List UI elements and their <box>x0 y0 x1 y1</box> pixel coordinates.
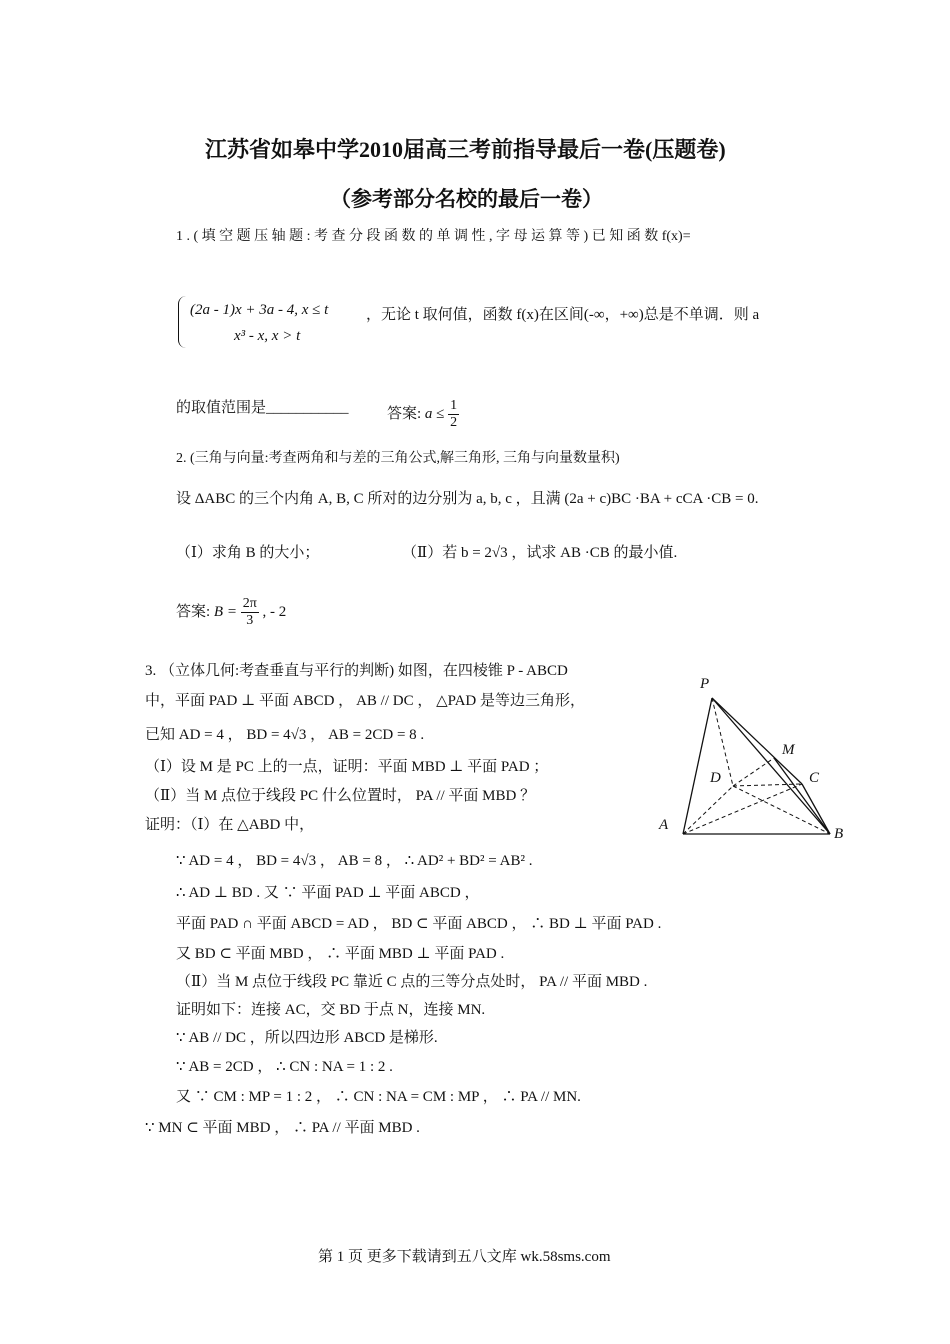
q3-line8: ∴ AD ⊥ BD . 又 ∵ 平面 PAD ⊥ 平面 ABCD ， <box>176 885 480 901</box>
q3-line15: 又 ∵ CM : MP = 1 : 2 ， ∴ CN : NA = CM : MP ， ∴ PA // MN. <box>176 1089 581 1105</box>
q1-answer <box>387 398 459 431</box>
q2-part1: （Ⅰ）求角 B 的大小； <box>176 545 320 561</box>
page-footer: 第 1 页 更多下载请到五八文库 wk.58sms.com <box>318 1249 611 1265</box>
label-C: C <box>809 770 820 786</box>
q1-answer-fraction <box>448 398 459 431</box>
q3-line9: 平面 PAD ∩ 平面 ABCD = AD ， BD ⊂ 平面 ABCD ， ∴ BD ⊥ 平面 PAD . <box>176 916 662 932</box>
q1-brace <box>178 296 187 348</box>
edge-PC <box>712 698 802 784</box>
q1-head: 1 . ( 填 空 题 压 轴 题 : 考 查 分 段 函 数 的 单 调 性 , 字 母 运 算 等 ) 已 知 函 数 f(x)= <box>176 229 691 244</box>
q1-answer-num: 1 <box>450 398 458 413</box>
edge-PA <box>683 698 712 834</box>
edge-DC <box>733 784 802 786</box>
q3-line10: 又 BD ⊂ 平面 MBD ， ∴ 平面 MBD ⊥ 平面 PAD . <box>176 946 505 962</box>
q2-head: 2. (三角与向量:考查两角和与差的三角公式,解三角形, 三角与向量数量积) <box>176 451 620 466</box>
q3-line14: ∵ AB = 2CD ， ∴ CN : NA = 1 : 2 . <box>176 1059 393 1075</box>
q1-tail: ，无论 t 取何值，函数 f(x)在区间(-∞，+∞)总是不单调．则 a <box>366 307 760 323</box>
q3-line1: 3. （立体几何:考查垂直与平行的判断) 如图，在四棱锥 P - ABCD <box>145 663 568 679</box>
q3-line6: 证明：（Ⅰ）在 △ABD 中， <box>145 817 315 833</box>
label-M: M <box>782 742 795 758</box>
q2-answer-fraction <box>241 596 259 629</box>
q2-answer <box>176 596 286 629</box>
edge-AD <box>683 786 733 834</box>
q2-answer-b: B = <box>213 603 237 620</box>
edge-CB <box>802 784 830 834</box>
q1-answer-den: 2 <box>450 415 458 430</box>
q2-answer-tail: , - 2 <box>262 603 287 620</box>
q3-line11: （Ⅱ）当 M 点位于线段 PC 靠近 C 点的三等分点处时， PA // 平面 MBD . <box>176 974 648 990</box>
q3-line5: （Ⅱ）当 M 点位于线段 PC 什么位置时， PA // 平面 MBD ？ <box>145 788 536 804</box>
label-P: P <box>700 676 710 692</box>
q1-range: 的取值范围是___________ <box>176 400 349 416</box>
q3-line2: 中，平面 PAD ⊥ 平面 ABCD ， AB // DC ， △PAD 是等边三角形， <box>145 693 586 709</box>
page-title: 江苏省如皋中学2010届高三考前指导最后一卷(压题卷) <box>205 137 726 162</box>
edge-MB <box>774 758 830 834</box>
q1-answer-expr: a ≤ <box>424 405 445 422</box>
q2-answer-den: 3 <box>246 613 254 628</box>
page-subtitle: （参考部分名校的最后一卷） <box>330 187 603 211</box>
label-A: A <box>659 817 669 833</box>
q3-line12: 证明如下：连接 AC，交 BD 于点 N，连接 MN. <box>176 1002 486 1018</box>
q1-case1: (2a - 1)x + 3a - 4, x ≤ t <box>190 302 329 318</box>
q1-answer-label: 答案: <box>387 405 422 422</box>
edge-AC <box>683 784 802 834</box>
q1-case2: x³ - x, x > t <box>234 328 301 344</box>
q2-line1: 设 ΔABC 的三个内角 A, B, C 所对的边分别为 a, b, c ，且满 (2a + c)BC ·BA + cCA ·CB = 0. <box>176 491 759 507</box>
edge-DM <box>733 758 774 786</box>
q3-line13: ∵ AB // DC ，所以四边形 ABCD 是梯形. <box>176 1030 438 1046</box>
q3-line3: 已知 AD = 4 ， BD = 4√3 ， AB = 2CD = 8 . <box>145 727 425 743</box>
q2-part2: （Ⅱ）若 b = 2√3 ，试求 AB ·CB 的最小值. <box>402 545 678 561</box>
q3-line16: ∵ MN ⊂ 平面 MBD ， ∴ PA // 平面 MBD . <box>145 1120 420 1136</box>
edge-DB <box>733 786 830 834</box>
q2-answer-label: 答案: <box>176 603 211 620</box>
label-B: B <box>834 826 844 842</box>
q2-answer-num: 2π <box>242 596 257 611</box>
q3-line4: （Ⅰ）设 M 是 PC 上的一点，证明：平面 MBD ⊥ 平面 PAD ； <box>145 759 549 775</box>
pyramid-figure <box>650 660 860 850</box>
q3-line7: ∵ AD = 4 ， BD = 4√3 ， AB = 8 ， ∴ AD² + BD² = AB² . <box>176 853 533 869</box>
edge-PB <box>712 698 830 834</box>
label-D: D <box>710 770 721 786</box>
